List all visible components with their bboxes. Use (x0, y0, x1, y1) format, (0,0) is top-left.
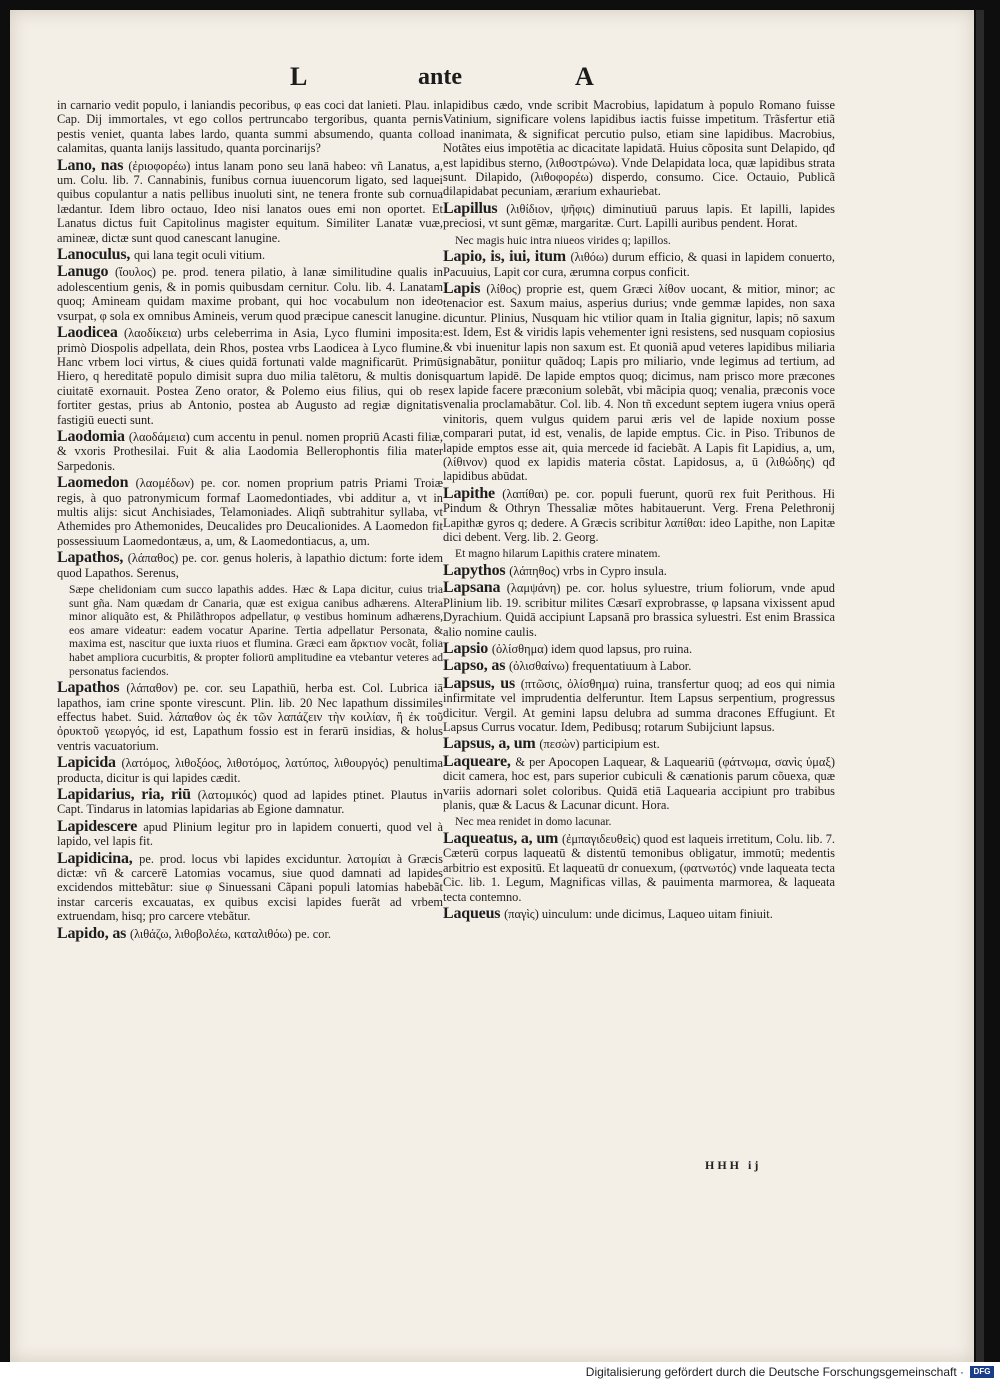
entry-text: (λαπίθαι) pe. cor. populi fuerunt, quorū rex fuit Perithous. Hi Pindum & Othryn Thessaliæ mõtes habitauerunt. Verg. Frena Pelethronij Lapithæ gyros q; dedere. A Græcis scribitur λαπίθαι: ideo Lapithe, non Lapitæ dici debent. Verg. lib. 2. Georg. (443, 486, 835, 544)
entry-text: (λίθος) proprie est, quem Græci λίθον uocant, & mitior, minor; ac tenacior est. Saxum maius, asperius durius; vnde gemmæ lapides, non saxa dicuntur. Plinius, Nusquam hic vtilior quam in Italia gignitur, lapis; nō saxum est. Idem, Est & viridis lapis vehementer igni resistens, sed nusquam copiosius & vbi inuenitur lapis non saxum est. Et quoniã apud veteres lapidibus miliaria signabãtur, poniitur quãdoq; Lapis pro miliario, vnde legimus ad tertium, ad quartum lapidē. De lapide emptos quoq; dicimus, nam prisco more præcones ex lapide facere præconium solebãt, vbi mãcipia quoq; venalia, præconis voce venalia proclamabãtur. Col. lib. 4. Non tñ excedunt septem iugera vnius operā vinitoris, quem vulgus quidem parui æris vel de lapide noxium posse comparari putat, id est, venalis, de lapide emptus. Cic. in Piso. Tribunos de lapide emptos esse ait, quia mercede id faciebãt. A Lapis fit Lapidius, a, um, (λίθινον) quod ex lapidis materia cõstat. Lapidosus, a, ū (λιθώδης) qđ lapidibus abūdat. (443, 282, 835, 484)
dictionary-entry (443, 581, 835, 639)
dictionary-entry (57, 248, 443, 262)
entry-lemma: Lapillus (443, 199, 507, 217)
entry-text: Nec mea renidet in domo lacunar. (455, 815, 612, 829)
dictionary-entry (443, 484, 835, 545)
entry-lemma: Lapicida (57, 754, 122, 772)
entry-text: (λάπαθος) pe. cor. genus holeris, à lapathio dictum: forte idem quod Lapathos. Serenus, (57, 551, 443, 580)
left-column (57, 98, 443, 944)
dictionary-entry (443, 98, 835, 199)
entry-text: (ὀλισθαίνω) frequentatiuum à Labor. (509, 659, 692, 674)
entry-lemma: Laodomia (57, 427, 129, 445)
dictionary-entry (57, 756, 443, 785)
entry-text: (ἴουλος) pe. prod. tenera pilatio, à lanæ similitudine qualis in adolescentium genis, & in pomis quibusdam cernitur. Colu. lib. 4. Lanatam quoq; Amineam quidam maxime probant, qui hoc vocabulum non ideo vsurpat, φ sola ex omnibus Amineis, verum quod præcipue canescit lanugine. (57, 265, 443, 323)
entry-lemma: Lapithe (443, 484, 503, 502)
entry-text: (παγὶς) uinculum: unde dicimus, Laqueo uitam finiuit. (504, 907, 773, 922)
entry-lemma: Lapathos (57, 679, 127, 697)
entry-lemma: Lapsus, a, um (443, 735, 540, 753)
entry-text: in carnario vedit populo, i laniandis pecoribus, φ eas coci dat lanieti. Plau. in Cap. Dij immortales, vt ego collos pertruncabo tergoribus, quanta pernis pestis veniet, quanta labes lardo, quanta summi absumendo, quanta collo calamitas, quanta lanijs lassitudo, quanta porcinarijs? (57, 98, 443, 156)
entry-text: (λάπηθος) vrbs in Cypro insula. (509, 563, 667, 578)
dictionary-entry (443, 737, 835, 751)
dictionary-entry (57, 98, 443, 156)
entry-text: Nec magis huic intra niueos virides q; lapillos. (455, 233, 671, 247)
dictionary-entry (57, 156, 443, 245)
page-edge-shadow (976, 10, 984, 1362)
dictionary-entry (443, 642, 835, 656)
dictionary-entry (57, 817, 443, 849)
entry-lemma: Lapidescere (57, 817, 144, 835)
entry-lemma: Lapsio (443, 640, 492, 657)
entry-text: (ἐριοφορέω) intus lanam pono seu lanā habeo: vñ Lanatus, a, um. Colu. lib. 7. Cannabinis, funibus cornua iuuencorum ligato, sed laquei quibus copulantur a natis pellibus inuoluti sint, ne tenera fronte sub cornua lædantur. Idem libro octauo, Ideo nisi lanatos oues emi non oportet. Et Lanatus dictus fuit Capitolinus magister equitum. Similiter Lanatæ vuæ, amineæ, dictæ sunt quod canescant lanugine. (57, 158, 443, 245)
entry-lemma: Laodicea (57, 324, 124, 342)
entry-lemma: Lapsus, us (443, 674, 521, 692)
signature-mark: HHH ij (705, 1158, 762, 1172)
running-head (10, 62, 974, 92)
entry-text: (λαμψάνη) pe. cor. holus syluestre, trium foliorum, vnde apud Plinium lib. 19. scribitur milites Cæsarī exprobrasse, φ lapsana vixissent apud Dyrachium. Quidā accipiunt Lapsanā pro brassica syluestri. Est enim Brassica alio nomine caulis. (443, 581, 835, 639)
dictionary-entry (57, 427, 443, 473)
dictionary-entry (443, 199, 835, 231)
dictionary-entry (443, 547, 835, 561)
entry-lemma: Lanoculus, (57, 246, 134, 264)
dictionary-entry (57, 265, 443, 323)
entry-text: & per Apocopen Laquear, & Laqueariū (φάτνωμα, σανὶς ὑμαξ) dicit camera, hoc est, pars superior cubiculi & cænationis parum cõuexa, quæ variis adornari solet coloribus. Quidā etiā Laquearia accipiunt pro trabibus planis, quæ & Lacus & Lacunar dicunt. Hora. (443, 754, 835, 813)
entry-lemma: Lapythos (443, 561, 510, 579)
entry-text: (λάπαθον) pe. cor. seu Lapathiū, herba est. Col. Lubrica iā lapathos, iam crine sponte virescunt. Plin. lib. 20 Nec lapathum dissimiles effectus habet. Suid. λάπαθον ὠς ἐκ τῶν λαπάζειν τὴν κοιλίαν, ἢ ἐκ τοῦ ὀρυκτοῦ γεωργός, id est, Lapathum fossio est in ferarū insidias, & holus ventris vacuatorium. (57, 681, 443, 753)
dictionary-entry (57, 681, 443, 753)
dictionary-entry (443, 832, 835, 904)
entry-lemma: Lanugo (57, 263, 115, 281)
dictionary-entry (443, 234, 835, 248)
entry-text: Sæpe chelidoniam cum succo lapathis addes. Hæc & Lapa dicitur, cuius tria sunt gña. Nam quædam dr Canaria, quæ est exigua canibus adhærens. Altera minor aliquãto est, & Philãthropos adpellatur, φ vestibus hominum adhærens, eos amare videatur: eadem vocatur Aparine. Tertia adpellatur Personata, & maxima est, nascitur que iuxta riuos et flumina. Græci eam ἄρκτιον vocãt, folia habet ampliora cucurbitis, & propter foliorū amplitudine ea vtebantur veteres ad personatus faciendos. (69, 583, 443, 678)
entry-lemma: Laqueus (443, 905, 505, 923)
right-column (443, 98, 835, 925)
entry-lemma: Lapido, as (57, 924, 130, 942)
entry-text: (λαοδάμεια) cum accentu in penul. nomen propriū Acasti filiæ, & vxoris Prothesilai. Fuit & alia Laodomia Bellerophontis filia mater Sarpedonis. (57, 429, 443, 473)
entry-text: (πεσὼν) participium est. (539, 737, 660, 752)
entry-lemma: Lapidarius, ria, riū (57, 786, 198, 803)
entry-lemma: Lapsana (443, 579, 507, 597)
entry-lemma: Lano, nas (57, 156, 129, 174)
dictionary-entry (57, 476, 443, 548)
dictionary-entry (443, 282, 835, 484)
dictionary-entry (57, 551, 443, 580)
entry-text: (ὀλίσθημα) idem quod lapsus, pro ruina. (491, 642, 693, 656)
entry-lemma: Lapathos, (57, 549, 128, 567)
entry-text: (λατόμος, λιθοξόος, λιθοτόμος, λατύπος, λιθουργός) penultima producta, dicitur is qui lapides cædit. (57, 756, 443, 785)
entry-text: (λαοδίκεια) urbs celeberrima in Asia, Lyco flumini imposita: primò Diospolis adpellata, dein Rhos, postea vrbs Laodicea à Lyco flumine. Hanc vrbem loci virtus, & ciues quidā fortunati valde magnificarūt. Primū Hiero, q hereditatē populo dimisit supra duo milia talētoru, & multis donis ciuitatē exornauit. Postea Zeno orator, & Polemo eius filius, qui ob res fortiter gestas, prius ab Antonio, postea ab Augusto ad regiæ dignitatis fastigiū euecti sunt. (57, 326, 444, 427)
running-head-left: L (290, 62, 308, 91)
entry-text: qui lana tegit oculi vitium. (133, 248, 266, 263)
dfg-logo: DFG (970, 1366, 994, 1378)
footer-bar (0, 1362, 1000, 1382)
entry-text: (πτῶσις, ὀλίσθημα) ruina, transfertur quoq; ad eos qui nimia infirmitate vel imprudentia delferuntur. Item Lapsus serpentium, progressus dicitur. Vergil. At gemini lapsu delubra ad summa dracones Effugiunt. Et Lapsus Currus vocatur. Idem, Pedibusq; rotarum Subijciunt lapsus. (443, 676, 835, 735)
entry-text: (ἐμπαγιδευθεὶς) quod est laqueis irretitum, Colu. lib. 7. Cæterū corpus laqueatū & distentū temonibus obligatur, immotū; medentis arbitrio est expositū. Et laqueatū dr conuexum, (φατνωτός) vnde laqueata tecta Cic. lib. 1. Legum, Magnificas villas, & pauimenta marmorea, & laqueata tecta contemno. (443, 832, 835, 904)
entry-lemma: Laqueatus, a, um (443, 830, 562, 848)
dictionary-entry (57, 583, 443, 678)
entry-text: lapidibus cædo, vnde scribit Macrobius, lapidatum à populo Romano fuisse Vatinium, significare volens lapidibus iactis fuisse impetitum. Trãsfertur etiã ad inanimata, & significat percutio pulso, etiam sine lapidibus. Macrobius, Notãtes eius impotētia ac dicacitate lapidatā. Huius cõposita sunt Delapido, qđ est lapidibus sterno, (λιθοστρώνω). Vnde Delapidata loca, quæ lapidibus strata sunt. Dilapido, (λιθοφορέω) disperdo, consumo. Cice. Octauio, Publicã dilapidabat pecuniam, ærarium exhauriebat. (443, 98, 835, 199)
entry-text: (λιθάζω, λιθοβολέω, καταλιθόω) pe. cor. (129, 926, 332, 941)
dictionary-entry (57, 849, 444, 924)
entry-text: apud Plinium legitur pro in lapidem conuerti, quod vel à lapido, vel lapis fit. (57, 819, 443, 849)
dictionary-entry (443, 815, 835, 829)
book-page (10, 10, 974, 1362)
dictionary-entry (443, 561, 835, 579)
entry-lemma: Lapio, is, iui, itum (443, 248, 571, 266)
dictionary-entry (443, 659, 835, 673)
dictionary-entry (443, 250, 835, 279)
entry-text: (λατομικός) quod ad lapides ptinet. Plautus in Capt. Tindarus in latomias lapidarias ab Egione damnatur. (57, 788, 443, 817)
entry-lemma: Lapidicina, (57, 849, 140, 867)
dictionary-entry (57, 326, 443, 427)
entry-lemma: Laomedon (57, 474, 136, 492)
entry-text: Et magno hilarum Lapithis cratere minatem. (455, 547, 661, 561)
entry-lemma: Laqueare, (443, 752, 516, 770)
dictionary-entry (57, 924, 443, 942)
dictionary-entry (443, 752, 835, 813)
entry-lemma: Lapso, as (443, 657, 510, 675)
funding-notice: Digitalisierung gefördert durch die Deutsche Forschungsgemeinschaft · (585, 1365, 964, 1379)
dictionary-entry (443, 907, 835, 921)
dictionary-entry (57, 788, 443, 817)
entry-text: pe. prod. locus vbi lapides exciduntur. λατομίαι à Græcis dictæ: vñ & carcerē Latomias vocamus, siue quod damnati ad lapides excidendos mittebãtur: siue φ Sinuessani Cãpani populi latomias habebãt instar carceris excauatas, ex quibus excisi lapides fuerãt ad vrbem extruendam, hisq; pro carcere vtebãtur. (57, 851, 444, 924)
entry-text: (λιθόω) durum efficio, & quasi in lapidem conuerto, Pacuuius, Lapit cor cura, ærumna corpus conficit. (443, 250, 836, 279)
running-head-right: A (575, 62, 594, 91)
entry-text: (λιθίδιον, ψῆφις) diminutiuū paruus lapis. Et lapilli, lapides preciosi, vt sunt gēmæ, margaritæ. Curt. Lapilli auribus pendent. Horat. (443, 201, 835, 231)
entry-text: (λαομέδων) pe. cor. nomen proprium patris Priami Troiæ regis, à quo patronymicum formaf Laomedontiades, vbi additur a, vt in multis alijs: sicut Anchisiades, Telamoniades. Aliqñ subtrahitur syllaba, vt Athemides pro Athemonides, Deucalides pro Deucalionides. A Laomedon fit possessiuum Laomedontæus, a, um, & Laomedontiacus, a, um. (57, 476, 443, 548)
entry-lemma: Lapis (443, 280, 487, 298)
dictionary-entry (443, 674, 835, 735)
running-head-center: ante (418, 64, 462, 90)
